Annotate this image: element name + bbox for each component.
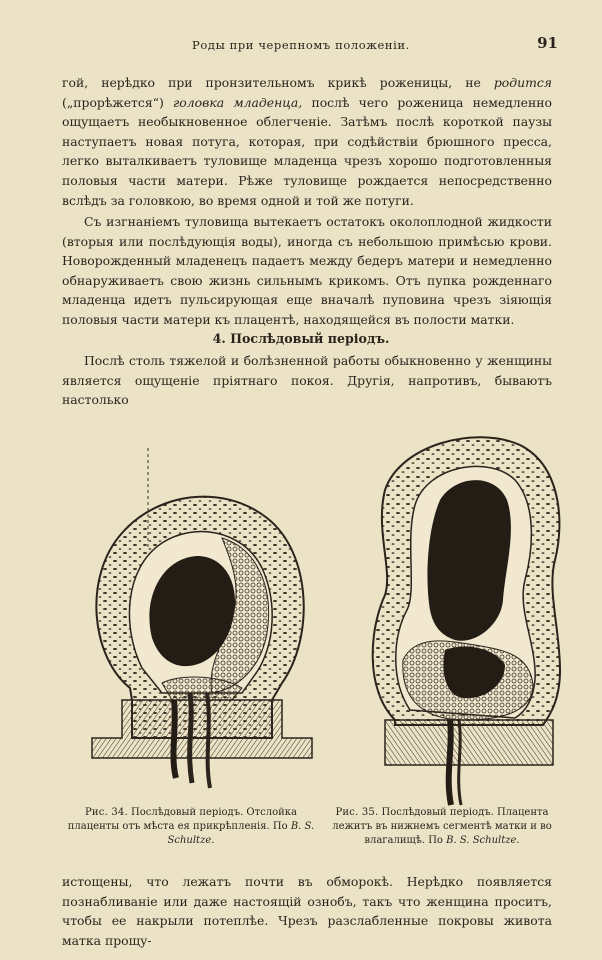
paragraph4-text: истощены, что лежатъ почти въ обморокѣ. Нерѣдко появляется познабливаніе или даже настоящій ознобъ, такъ что женщина проситъ, чтобы ее накрыли потеплѣе. Чрезъ разслабленные покровы живота матка прощу-: [62, 874, 552, 948]
figure-35-caption: [322, 806, 562, 848]
figure-34-text: Послѣдовый періодъ. Отслойка плаценты отъ мѣста ея прикрѣпленія. По: [67, 807, 298, 832]
figure-35-label: Рис. 35.: [335, 807, 379, 818]
paragraph1-text-b: („прорѣжется“): [62, 94, 174, 110]
figure-35-text: Послѣдовый періодъ. Плацента лежитъ въ нижнемъ сегментѣ матки и во влагалищѣ. По: [332, 807, 552, 846]
paragraph1-text-c: послѣ чего роженица немедленно ощущаетъ необыкновенное облегченіе. Затѣмъ послѣ короткой паузы наступаетъ новая потуга, которая, при содѣйствіи брюшного пресса, легко выталкиваетъ туловище младенца чрезъ хорошо подготовленныя половыя части матери. Рѣже туловище рождается непосредственно вслѣдъ за головкою, во время одной и той же потуги.: [62, 94, 552, 208]
figure-34-author: B. S. Schultze.: [167, 821, 315, 846]
paragraph1-italic-a: родится: [493, 75, 552, 90]
figure-35-illustration: [355, 420, 583, 808]
paragraph2-text: Съ изгнаніемъ туловища вытекаетъ остатокъ околоплодной жидкости (вторыя или послѣдующія воды), иногда съ небольшою примѣсью крови. Новорожденный младенецъ падаетъ между бедеръ матери и немедленно обнаруживаетъ свою жизнь сильнымъ крикомъ. Отъ пупка рожденнаго младенца идетъ пульсирующая еще вначалѣ пуповина чрезъ зіяющія половыя части матери къ плацентѣ, находящейся въ полости матки.: [62, 214, 552, 327]
figure-34-illustration: [82, 438, 322, 798]
paragraph-3: [62, 351, 552, 410]
paragraph-4: [62, 872, 552, 950]
paragraph-2: [62, 212, 552, 330]
figure-34-caption: [60, 806, 322, 848]
section-heading: 4. Послѣдовый періодъ.: [212, 331, 390, 346]
figure-35-author: B. S. Schultze.: [446, 835, 520, 846]
paragraph1-text-a: гой, нерѣдко при пронзительномъ крикѣ роженицы, не: [62, 75, 494, 90]
page-number: 91: [537, 34, 558, 52]
paragraph3-text: Послѣ столь тяжелой и болѣзненной работы обыкновенно у женщины является ощущеніе пріятнаго покоя. Другія, напротивъ, бываютъ настолько: [62, 353, 552, 408]
paragraph-continued: [62, 73, 552, 210]
figure-34-label: Рис. 34.: [84, 807, 128, 818]
paragraph1-italic-b: головка младенца,: [173, 94, 303, 110]
running-title: Роды при черепномъ положеніи.: [192, 38, 410, 52]
